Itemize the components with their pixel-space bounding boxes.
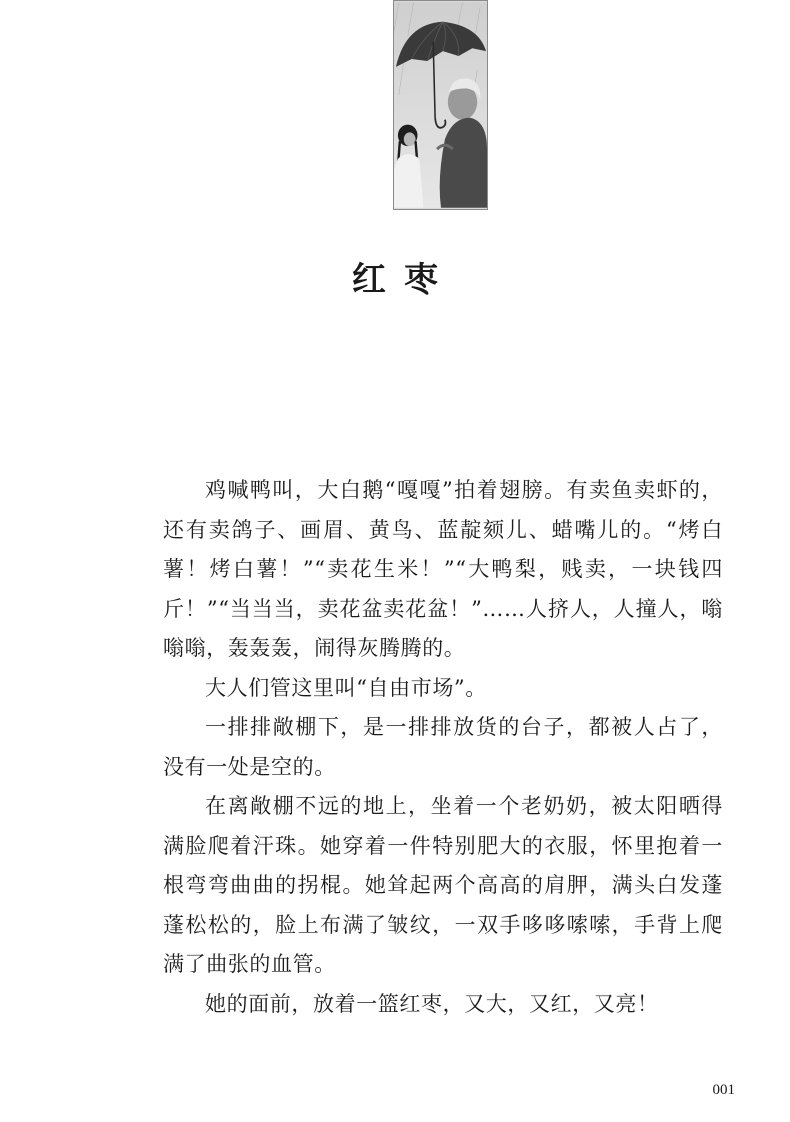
paragraph: 在离敞棚不远的地上，坐着一个老奶奶，被太阳晒得满脸爬着汗珠。她穿着一件特别肥大的衣服，怀里抱着一根弯弯曲曲的拐棍。她耸起两个高高的肩胛，满头白发蓬蓬松松的，脸上布满了皱纹，一双手哆哆嗦嗦，手背上爬满了曲张的血管。 [163,794,723,976]
chapter-illustration [393,0,488,210]
umbrella-girl-grandmother-illustration [394,1,487,209]
paragraph: 她的面前，放着一篮红枣，又大，又红，又亮！ [205,991,659,1016]
body-text [163,471,723,1024]
paragraph: 一排排敞棚下，是一排排放货的台子，都被人占了，没有一处是空的。 [163,715,723,779]
page-number: 001 [712,1082,735,1098]
chapter-title: 红枣 [352,260,456,300]
paragraph: 大人们管这里叫“自由市场”。 [205,675,487,700]
paragraph: 鸡喊鸭叫，大白鹅“嘎嘎”拍着翅膀。有卖鱼卖虾的，还有卖鸽子、画眉、黄鸟、蓝靛颏儿、蜡嘴儿的。“烤白薯！烤白薯！”“卖花生米！”“大鸭梨，贱卖，一块钱四斤！”“当当当，卖花盆卖花盆！”……人挤人，人撞人，嗡嗡嗡，轰轰轰，闹得灰腾腾的。 [163,478,723,660]
